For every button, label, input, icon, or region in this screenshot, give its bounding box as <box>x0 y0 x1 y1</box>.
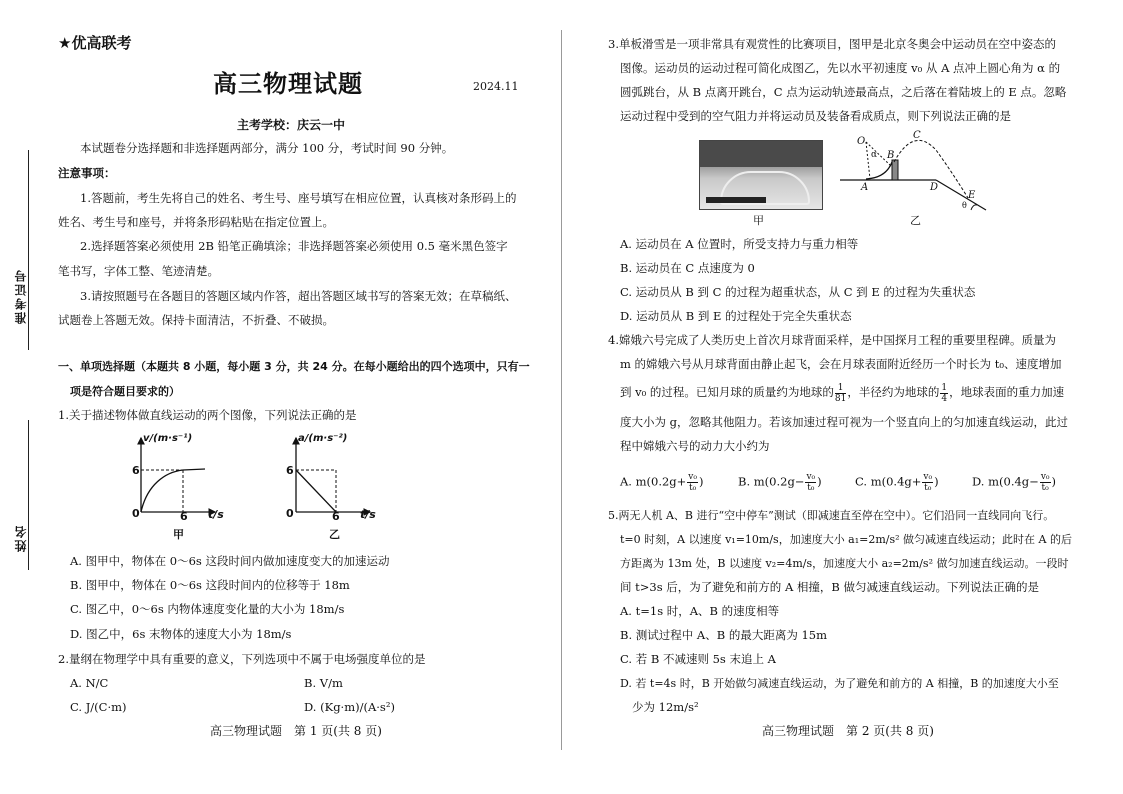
q3-option-b: B. 运动员在 C 点速度为 0 <box>620 261 755 275</box>
q3-option-d: D. 运动员从 B 到 E 的过程处于完全失重状态 <box>620 309 852 323</box>
name-label: 姓名 <box>14 524 28 552</box>
q1-option-c: C. 图乙中，0～6s 内物体速度变化量的大小为 18m/s <box>70 602 345 616</box>
q1-graph-a-caption: 甲 <box>173 528 184 541</box>
q1-option-b: B. 图甲中，物体在 0～6s 这段时间内的位移等于 18m <box>70 578 350 592</box>
q3-label-D: D <box>930 182 939 193</box>
note-2a: 2.选择题答案必须使用 2B 铅笔正确填涂；非选择题答案必须使用 0.5 毫米黑色签字 <box>80 239 508 253</box>
q1-graph-b-origin: 0 <box>286 507 294 520</box>
q5-line-4: 间 t>3s 后，为了避免和前方的 A 相撞，B 做匀减速直线运动。下列说法正确的是 <box>620 580 1040 594</box>
q4-option-c: C. m(0.4g+ $\frac{\text{v₀}}{\text{t₀}}$ ) <box>855 472 939 493</box>
q3-line-3: 圆弧跳台，从 B 点离开跳台，C 点为运动轨迹最高点，之后落在着陆坡上的 E 点。忽略 <box>620 85 1067 99</box>
q1-graph-b-xtick: 6 <box>332 510 340 523</box>
q3-line-2: 图像。运动员的运动过程可简化成图乙，先以水平初速度 v₀ 从 A 点冲上圆心角为 α 的 <box>620 61 1061 75</box>
q1-graph-b <box>280 430 400 542</box>
q4-line-1: 4.嫦娥六号完成了人类历史上首次月球背面采样，是中国探月工程的重要里程碑。质量为 <box>608 333 1056 347</box>
note-3b: 试题卷上答题无效。保持卡面清洁，不折叠、不破损。 <box>58 313 334 327</box>
note-1b: 姓名、考生号和座号，并将条形码粘贴在指定位置上。 <box>58 215 334 229</box>
q3-label-E: E <box>968 190 976 201</box>
q1-graph-a-xtick: 6 <box>180 510 188 523</box>
note-3a: 3.请按照题号在各题目的答题区域内作答，超出答题区域书写的答案无效；在草稿纸、 <box>80 289 517 303</box>
note-1a: 1.答题前，考生先将自己的姓名、考生号、座号填写在相应位置，认真核对条形码上的 <box>80 191 517 205</box>
q1-graph-b-caption: 乙 <box>329 528 340 541</box>
host-school: 主考学校：庆云一中 <box>237 118 346 132</box>
q2-stem: 2.量纲在物理学中具有重要的意义，下列选项中不属于电场强度单位的是 <box>58 652 426 666</box>
q3-fig-a-caption: 甲 <box>753 214 764 227</box>
q5-line-2: t=0 时刻，A 以速度 v₁=10m/s，加速度大小 a₁=2m/s² 做匀减速直线运动；此时在 A 的后 <box>620 533 1072 546</box>
q4-line-4: 度大小为 g，忽略其他阻力。若该加速过程可视为一个竖直向上的匀加速直线运动，此过 <box>620 415 1069 429</box>
q1-graph-a-ylabel: v/(m·s⁻¹) <box>143 433 193 444</box>
section1-heading: 一、单项选择题（本题共 8 小题，每小题 3 分，共 24 分。在每小题给出的四个选项中，只有一 <box>58 360 530 373</box>
q4-option-a: A. m(0.2g+ $\frac{\text{v₀}}{\text{t₀}}$ ) <box>620 472 704 493</box>
q1-graph-a <box>125 430 245 542</box>
q5-line-1: 5.两无人机 A、B 进行“空中停车”测试（即减速直至停在空中）。它们沿同一直线同向飞行。 <box>608 509 1055 522</box>
q3-line-4: 运动过程中受到的空气阻力并将运动员及装备看成质点，则下列说法正确的是 <box>620 109 1011 123</box>
q1-graph-b-ylabel: a/(m·s⁻²) <box>298 433 348 444</box>
q3-fig-b-caption: 乙 <box>910 214 921 227</box>
q5-option-d-cont: 少为 12m/s² <box>632 700 699 714</box>
q4-line-3 <box>620 380 1064 404</box>
q4-option-b: B. m(0.2g− $\frac{\text{v₀}}{\text{t₀}}$ ) <box>738 472 822 493</box>
q5-line-3: 方距离为 13m 处，B 以速度 v₂=4m/s，加速度大小 a₂=2m/s² 做匀加速直线运动。一段时 <box>620 557 1069 570</box>
exam-number-label: 准考证号 <box>14 268 28 324</box>
q1-graph-b-ytick: 6 <box>286 464 294 477</box>
exam-title: 高三物理试题 <box>213 69 363 98</box>
exam-date: 2024.11 <box>473 80 519 93</box>
q4-line-3c: ，地球表面的重力加速 <box>949 385 1065 399</box>
q3-label-O: O <box>857 136 866 147</box>
q4-fraction-mass: $\frac{1}{81}$ <box>834 382 847 404</box>
q3-label-alpha: α <box>871 150 878 160</box>
q3-option-c: C. 运动员从 B 到 C 的过程为超重状态，从 C 到 E 的过程为失重状态 <box>620 285 976 299</box>
q4-option-d: D. m(0.4g− $\frac{\text{v₀}}{\text{t₀}}$ ) <box>972 472 1057 493</box>
q3-label-A: A <box>861 182 869 193</box>
q4-line-2: m 的嫦娥六号从月球背面由静止起飞，会在月球表面附近经历一个时长为 t₀、速度增加 <box>620 357 1062 371</box>
q3-line-1: 3.单板滑雪是一项非常具有观赏性的比赛项目，图甲是北京冬奥会中运动员在空中姿态的 <box>608 37 1056 51</box>
page-divider <box>561 30 562 750</box>
q3-label-B: B <box>887 150 895 161</box>
footer-left: 高三物理试题 第 1 页(共 8 页) <box>210 724 382 738</box>
q1-option-d: D. 图乙中，6s 末物体的速度大小为 18m/s <box>70 627 292 641</box>
q3-photo-snowboard <box>699 140 823 210</box>
q3-label-theta: θ <box>962 201 967 210</box>
footer-right: 高三物理试题 第 2 页(共 8 页) <box>762 724 934 738</box>
q2-option-d: D. (Kg·m)/(A·s²) <box>304 700 395 714</box>
q1-graph-b-xlabel: t/s <box>360 508 376 521</box>
q1-graph-a-xlabel: t/s <box>208 508 224 521</box>
intro-line: 本试题卷分选择题和非选择题两部分，满分 100 分，考试时间 90 分钟。 <box>80 141 454 155</box>
q4-line-3a: 到 v₀ 的过程。已知月球的质量约为地球的 <box>620 385 834 399</box>
q1-stem: 1.关于描述物体做直线运动的两个图像，下列说法正确的是 <box>58 408 357 422</box>
q2-option-a: A. N/C <box>70 676 109 690</box>
q3-option-a: A. 运动员在 A 位置时，所受支持力与重力相等 <box>620 237 859 251</box>
q4-line-3b: ，半径约为地球的 <box>847 385 940 399</box>
section1-heading-cont: 项是符合题目要求的） <box>70 385 180 398</box>
q1-option-a: A. 图甲中，物体在 0～6s 这段时间内做加速度变大的加速运动 <box>70 554 390 568</box>
q2-option-b: B. V/m <box>304 676 343 690</box>
note-2b: 笔书写，字体工整、笔迹清楚。 <box>58 264 219 278</box>
q5-option-c: C. 若 B 不减速则 5s 末追上 A <box>620 652 776 666</box>
q1-graph-a-origin: 0 <box>132 507 140 520</box>
q3-label-C: C <box>913 130 921 141</box>
brand-label: ★优高联考 <box>58 34 132 52</box>
q4-fraction-radius: $\frac{1}{4}$ <box>941 382 948 404</box>
q1-graph-a-ytick: 6 <box>132 464 140 477</box>
q2-option-c: C. J/(C·m) <box>70 700 127 714</box>
notes-heading: 注意事项： <box>58 166 116 180</box>
q5-option-b: B. 测试过程中 A、B 的最大距离为 15m <box>620 628 828 642</box>
q5-option-d: D. 若 t=4s 时，B 开始做匀减速直线运动，为了避免和前方的 A 相撞，B 的加速度大小至 <box>620 677 1059 690</box>
q4-line-5: 程中嫦娥六号的动力大小约为 <box>620 439 770 453</box>
q5-option-a: A. t=1s 时，A、B 的速度相等 <box>620 604 780 618</box>
